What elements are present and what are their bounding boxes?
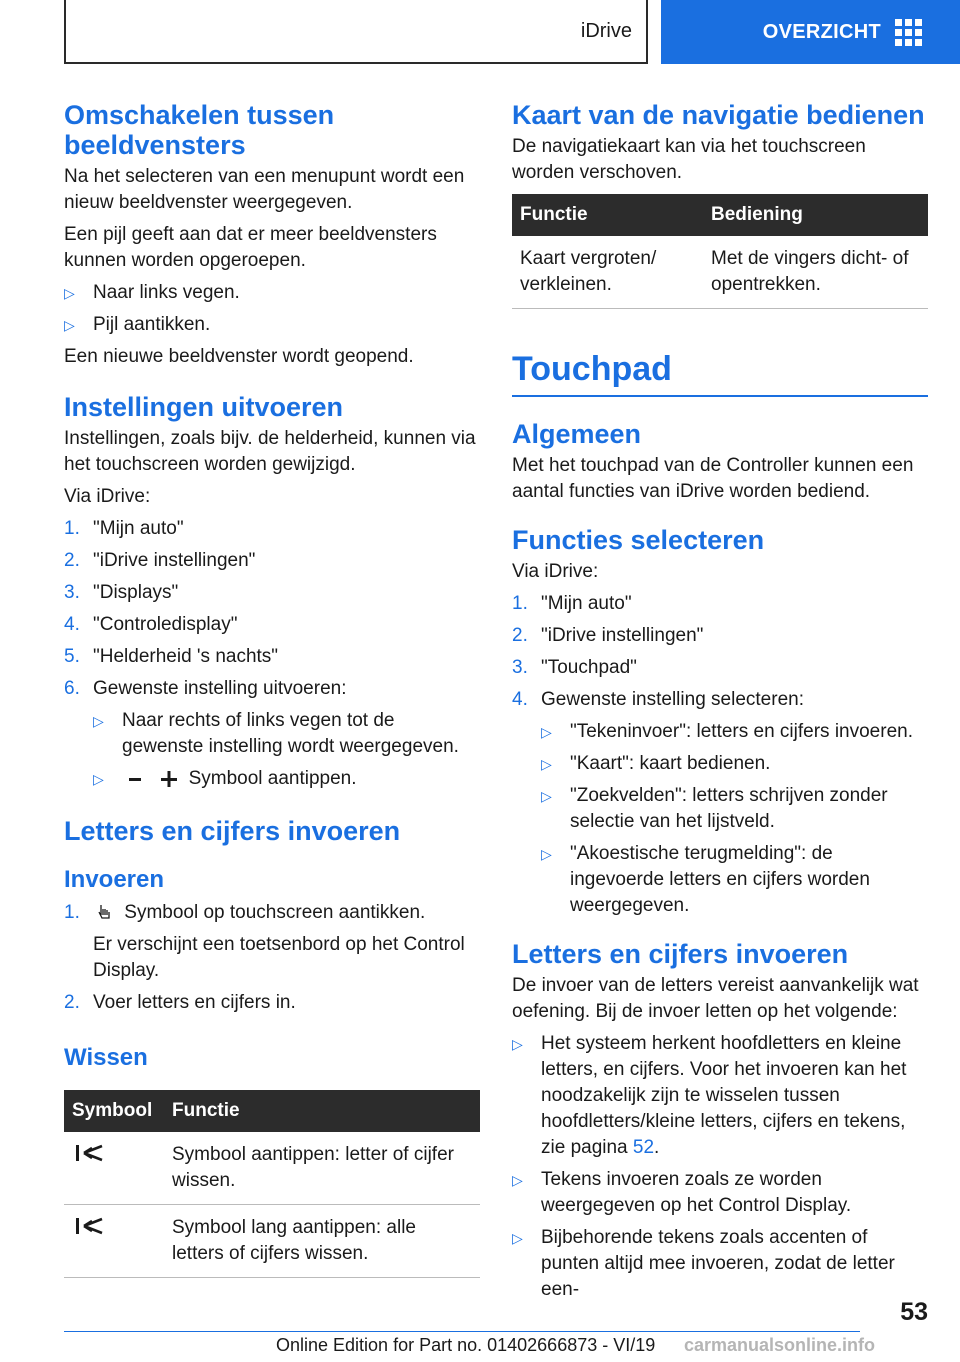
table-header: Symbool [64,1090,164,1132]
minus-icon [122,769,150,789]
keyboard-hand-icon [93,903,119,923]
plus-icon [155,769,183,789]
bullet-triangle-icon: ▷ [64,317,75,333]
list-item: 3. "Displays" [64,582,179,603]
paragraph: Een nieuwe beeldvenster wordt geopend. [64,346,414,367]
bullet-triangle-icon: ▷ [541,788,552,804]
heading-functions: Functies selecteren [512,525,765,555]
list-item: ▷ Naar rechts of links vegen tot de gewenste instelling wordt weergegeven. [93,708,480,760]
list-item: 5. "Helderheid 's nachts" [64,646,279,667]
heading-letters-numbers-touchpad: Letters en cijfers invoeren [512,939,849,969]
heading-touchpad: Touchpad [512,347,928,397]
bullet-triangle-icon: ▷ [512,1036,523,1052]
delete-table [64,1090,480,1278]
header-section-box [64,0,648,64]
heading-input: Invoeren [64,866,165,893]
table-header: Functie [512,194,703,236]
bullet-triangle-icon: ▷ [93,771,104,787]
overview-nav-button[interactable] [661,0,960,64]
list-item: 2. Voer letters en cijfers in. [64,992,296,1013]
list-item: ▷ "Akoestische terugmelding": de ingevoerde letters en cijfers worden weergegeven. [541,841,928,919]
bullet-triangle-icon: ▷ [512,1172,523,1188]
heading-letters-numbers: Letters en cijfers invoeren [64,816,401,846]
right-column [512,100,928,1309]
list-item: ▷ "Zoekvelden": letters schrijven zonder selectie van het lijstveld. [541,783,928,835]
footer-edition: Online Edition for Part no. 01402666873 - VI/19 [276,1335,656,1355]
paragraph: Instellingen, zoals bijv. de helderheid, kunnen via het touchscreen worden gewijzigd. [64,428,476,475]
bullet-triangle-icon: ▷ [541,846,552,862]
backspace-arrow-icon [72,1215,106,1237]
page-number: 53 [900,1298,928,1326]
list-item: 1. "Mijn auto" [64,518,184,539]
list-item: 2. "iDrive instellingen" [512,625,704,646]
table-row: Symbool aantippen: letter of cijfer wissen. [64,1132,480,1205]
list-item: ▷ Het systeem herkent hoofdletters en kleine letters, en cijfers. Voor het invoeren kan het noodzakelijk zijn te wisselen tussen hoofdletters/kleine letters, cijfers en tekens, zie pagina 52. [512,1031,928,1161]
list-item: 3. "Touchpad" [512,657,637,678]
page-link[interactable]: 52 [632,1137,655,1158]
heading-switch-windows: Omschakelen tussen beeldvensters [64,100,335,160]
table-row: Symbool lang aantippen: alle letters of cijfers wissen. [64,1205,480,1278]
header-section-title: iDrive [580,19,632,42]
table-header: Functie [164,1090,480,1132]
map-table [512,194,928,309]
paragraph: Na het selecteren van een menupunt wordt een nieuw beeldvenster weergegeven. [64,166,465,213]
heading-settings: Instellingen uitvoeren [64,392,344,422]
heading-delete: Wissen [64,1044,148,1071]
bullet-triangle-icon: ▷ [541,724,552,740]
list-item: 1. Symbool op touchscreen aantikken. [64,902,426,923]
list-item: ▷ Symbool aantippen. [93,766,480,792]
overview-nav-label: OVERZICHT [762,20,881,43]
list-item: 6. Gewenste instelling uitvoeren: [64,678,347,699]
via-idrive: Via iDrive: [512,561,599,582]
list-item: 1. "Mijn auto" [512,593,632,614]
list-item: ▷ "Tekeninvoer": letters en cijfers invoeren. [541,719,928,745]
paragraph: De navigatiekaart kan via het touchscreen worden verschoven. [512,136,866,183]
backspace-arrow-icon [72,1142,106,1164]
paragraph: Er verschijnt een toetsenbord op het Control Display. [93,934,465,981]
heading-general: Algemeen [512,419,642,449]
table-row: Kaart vergroten/ verkleinen. Met de vingers dicht- of opentrekken. [512,236,928,309]
left-column [64,100,480,1278]
list-item: ▷ Pijl aantikken. [64,312,480,338]
bullet-triangle-icon: ▷ [93,713,104,729]
list-item: ▷ Naar links vegen. [64,280,480,306]
bullet-triangle-icon: ▷ [64,285,75,301]
list-item: ▷ Tekens invoeren zoals ze worden weergegeven op het Control Display. [512,1167,928,1219]
watermark: carmanualsonline.info [684,1335,876,1355]
via-idrive: Via iDrive: [64,486,151,507]
grid-menu-icon [895,19,922,46]
list-item: ▷ "Kaart": kaart bedienen. [541,751,928,777]
list-item: 4. "Controledisplay" [64,614,238,635]
footer-divider [64,1331,860,1332]
table-header: Bediening [703,194,928,236]
bullet-triangle-icon: ▷ [541,756,552,772]
heading-map: Kaart van de navigatie bedienen [512,100,925,130]
list-item: ▷ Bijbehorende tekens zoals accenten of punten altijd mee invoeren, zodat de letter een- [512,1225,928,1303]
paragraph: Een pijl geeft aan dat er meer beeldvensters kunnen worden opgeroepen. [64,224,437,271]
list-item: 4. Gewenste instelling selecteren: [512,689,804,710]
paragraph: De invoer van de letters vereist aanvankelijk wat oefening. Bij de invoer letten op het volgende: [512,975,919,1022]
list-item: 2. "iDrive instellingen" [64,550,256,571]
paragraph: Met het touchpad van de Controller kunnen een aantal functies van iDrive worden bediend. [512,455,914,502]
bullet-triangle-icon: ▷ [512,1230,523,1246]
